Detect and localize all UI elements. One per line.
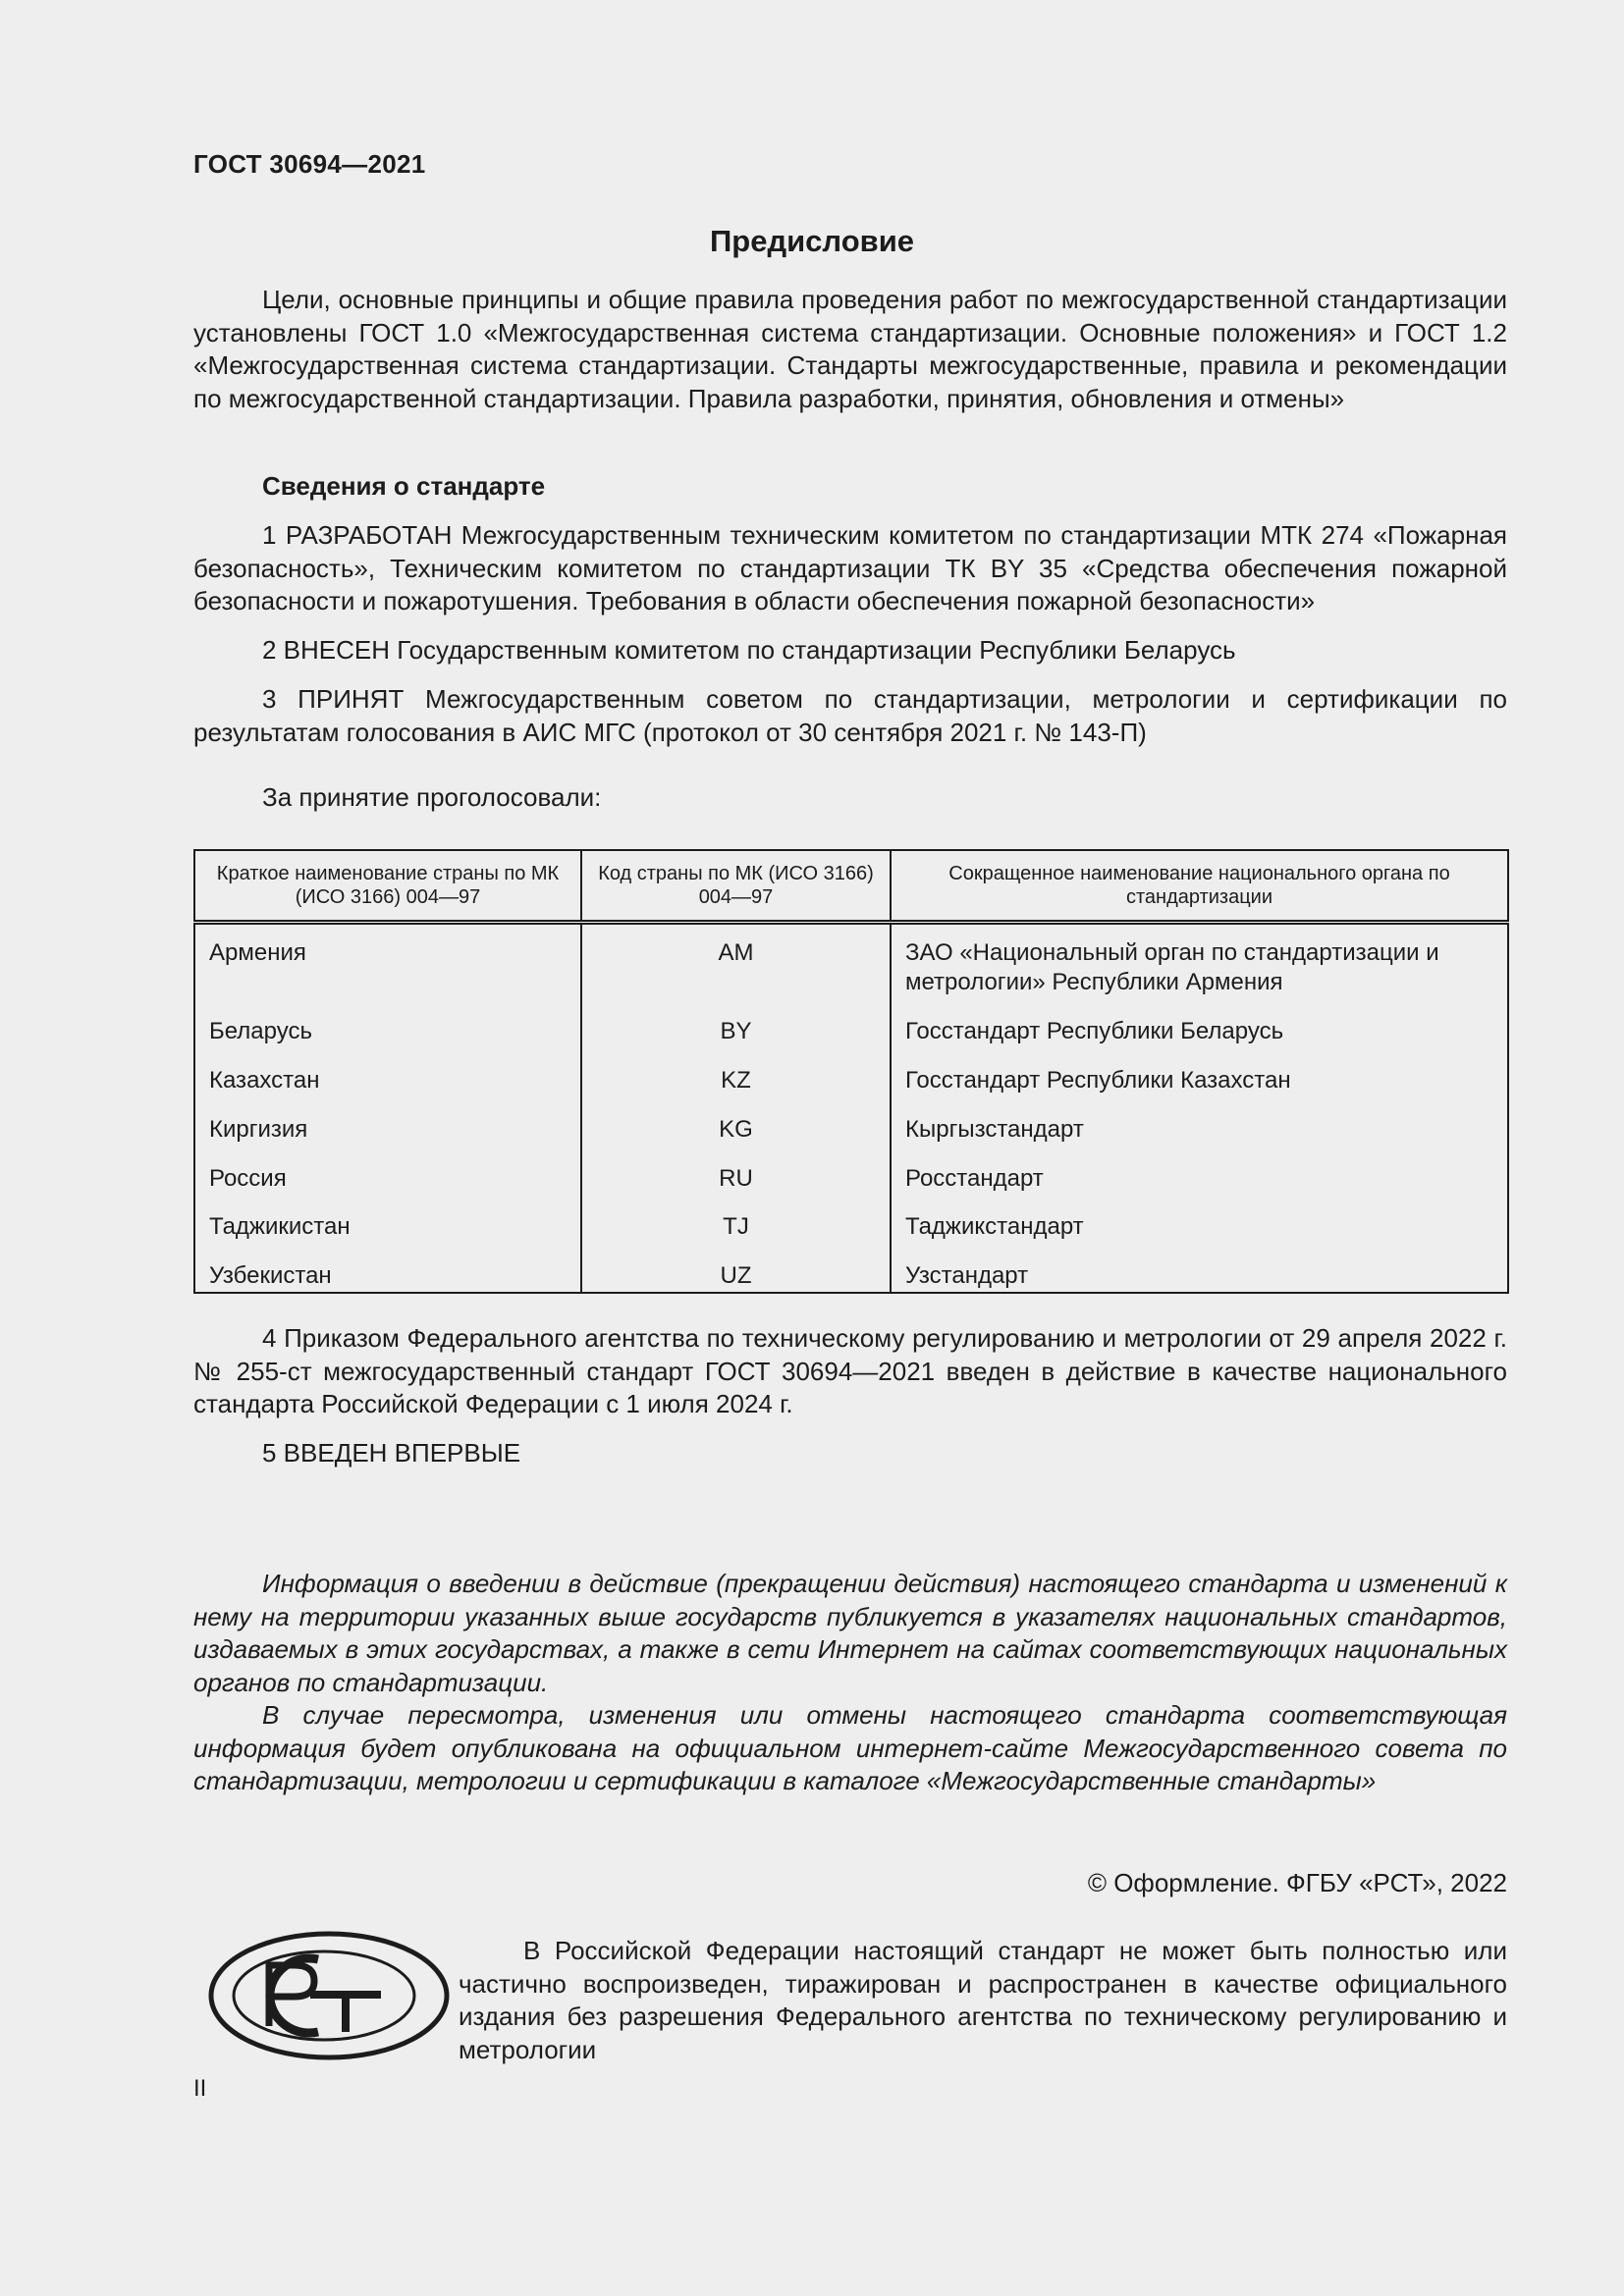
table-header-code: Код страны по МК (ИСО 3166) 004—97	[581, 850, 891, 923]
table-cell-country: Казахстан	[194, 1047, 581, 1096]
notice-paragraph-2: В случае пересмотра, изменения или отмены настоящего стандарта соответствующая информация будет опубликована на официальном интернет-сайте Межгосударственного совета по стандартизации, метрологии и сертификации в каталоге «Межгосударственные стандарты»	[193, 1700, 1507, 1795]
page-number: II	[193, 2075, 207, 2102]
table-cell-code: UZ	[581, 1243, 891, 1293]
table-row	[194, 1096, 1508, 1146]
item-3-block	[193, 683, 1507, 749]
table-cell-body: Госстандарт Республики Беларусь	[905, 1018, 1284, 1045]
item-5-paragraph: 5 ВВЕДЕН ВПЕРВЫЕ	[262, 1438, 521, 1468]
item-4-paragraph: 4 Приказом Федерального агентства по техническому регулированию и метрологии от 29 апреля 2022 г. № 255-ст межгосударственный стандарт ГОСТ 30694—2021 введен в действие в качестве национального стандарта Российской Федерации с 1 июля 2024 г.	[193, 1323, 1507, 1418]
table-row	[194, 1243, 1508, 1293]
member-states-table	[193, 849, 1509, 1294]
intro-paragraph: Цели, основные принципы и общие правила проведения работ по межгосударственной стандартизации установлены ГОСТ 1.0 «Межгосударственная система стандартизации. Основные положения» и ГОСТ 1.2 «Межгосударственная система стандартизации. Стандарты межгосударственные, правила и рекомендации по межгосударственной стандартизации. Правила разработки, принятия, обновления и отмены»	[193, 285, 1507, 413]
table-row	[194, 1194, 1508, 1243]
table-cell-body: Госстандарт Республики Казахстан	[905, 1067, 1291, 1095]
table-header-country: Краткое наименование страны по МК (ИСО 3166) 004—97	[194, 850, 581, 923]
table-cell-code: AM	[581, 923, 891, 999]
table-cell-code: TJ	[581, 1194, 891, 1243]
legal-paragraph: В Российской Федерации настоящий стандарт не может быть полностью или частично воспроизведен, тиражирован и распространен в качестве официального издания без разрешения Федерального агентства по техническому регулированию и метрологии	[459, 1936, 1507, 2064]
table-header-row	[194, 850, 1508, 923]
table-cell-country: Таджикистан	[194, 1194, 581, 1243]
table-cell-body: Таджикстандарт	[905, 1213, 1084, 1241]
legal-notice	[459, 1935, 1507, 2066]
table-row	[194, 998, 1508, 1047]
document-code: ГОСТ 30694—2021	[193, 149, 426, 179]
table-cell-country: Узбекистан	[194, 1243, 581, 1293]
table-cell-code: KZ	[581, 1047, 891, 1096]
item-1-block	[193, 519, 1507, 618]
item-2-block	[193, 634, 1507, 667]
item-1-paragraph: 1 РАЗРАБОТАН Межгосударственным техническим комитетом по стандартизации МТК 274 «Пожарная безопасность», Техническим комитетом по стандартизации ТК BY 35 «Средства обеспечения пожарной безопасности и пожаротушения. Требования в области обеспечения пожарной безопасности»	[193, 520, 1507, 615]
table-cell-country: Армения	[194, 923, 581, 999]
table-cell-code: RU	[581, 1146, 891, 1195]
table-cell-country: Беларусь	[194, 998, 581, 1047]
item-2-paragraph: 2 ВНЕСЕН Государственным комитетом по стандартизации Республики Беларусь	[262, 635, 1236, 665]
copyright-line: © Оформление. ФГБУ «РСТ», 2022	[1087, 1868, 1507, 1897]
item-4-block	[193, 1322, 1507, 1421]
notice-paragraph-1: Информация о введении в действие (прекращении действия) настоящего стандарта и изменений к нему на территории указанных выше государств публикуется в указателях национальных стандартов, издаваемых в этих государствах, а также в сети Интернет на сайтах соответствующих национальных органов по стандартизации.	[193, 1569, 1507, 1697]
table-cell-country: Россия	[194, 1146, 581, 1195]
info-heading: Сведения о стандарте	[262, 471, 546, 501]
table-cell-country: Киргизия	[194, 1096, 581, 1146]
table-cell-body: ЗАО «Национальный орган по стандартизации и метрологии» Республики Армения	[905, 939, 1439, 995]
table-row	[194, 1047, 1508, 1096]
voted-block	[193, 781, 1507, 815]
notice-block	[193, 1568, 1507, 1798]
table-cell-code: KG	[581, 1096, 891, 1146]
page-title: Предисловие	[709, 224, 914, 258]
voted-label: За принятие проголосовали:	[262, 782, 602, 812]
table-row	[194, 923, 1508, 999]
table-cell-body: Кыргызстандарт	[905, 1115, 1084, 1143]
table-cell-body: Росстандарт	[905, 1164, 1044, 1192]
table-header-body: Сокращенное наименование национального органа по стандартизации	[891, 850, 1508, 923]
rst-logo-icon	[208, 1930, 450, 2061]
info-heading-block	[193, 470, 1507, 504]
item-3-paragraph: 3 ПРИНЯТ Межгосударственным советом по стандартизации, метрологии и сертификации по результатам голосования в АИС МГС (протокол от 30 сентября 2021 г. № 143-П)	[193, 684, 1507, 747]
intro-block	[193, 284, 1507, 415]
table-cell-code: BY	[581, 998, 891, 1047]
table-row	[194, 1146, 1508, 1195]
item-5-block	[193, 1437, 1507, 1470]
table-cell-body: Узстандарт	[905, 1262, 1029, 1290]
